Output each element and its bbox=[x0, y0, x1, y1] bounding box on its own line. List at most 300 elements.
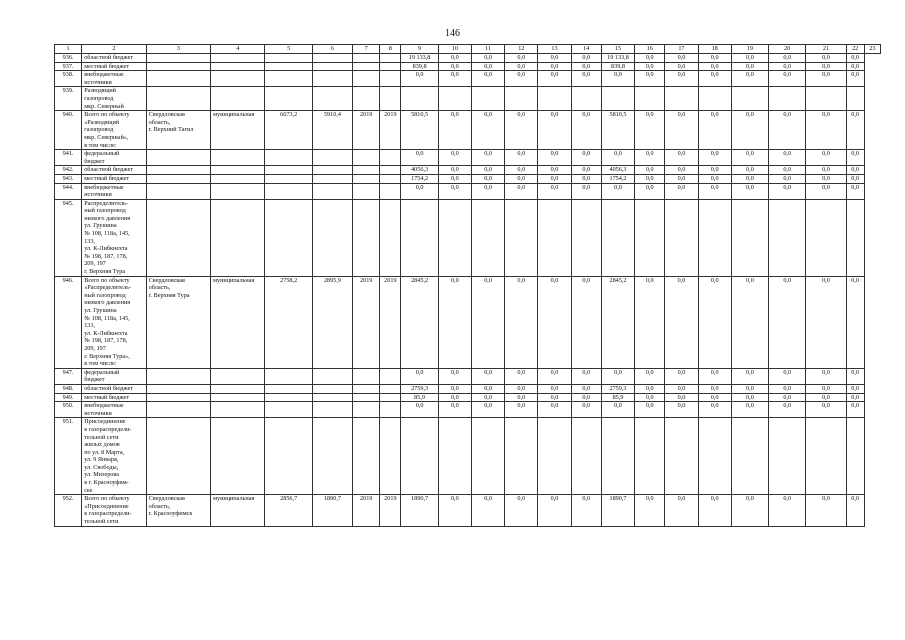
funding-value-cell: 0,0 bbox=[538, 183, 571, 199]
funding-value-cell: 85,9 bbox=[601, 393, 634, 402]
location-cell bbox=[146, 87, 210, 111]
funding-value-cell: 0,0 bbox=[806, 174, 846, 183]
funding-value-cell: 0,0 bbox=[635, 183, 665, 199]
table-row bbox=[55, 174, 881, 183]
funding-value-cell: 0,0 bbox=[505, 150, 538, 166]
funding-value-cell: 0,0 bbox=[665, 402, 698, 418]
funding-value-cell bbox=[571, 87, 601, 111]
estimated-cost-cell: 6673,2 bbox=[265, 111, 312, 150]
funding-value-cell: 0,0 bbox=[505, 111, 538, 150]
funding-value-cell: 0,0 bbox=[806, 384, 846, 393]
funding-value-cell: 0,0 bbox=[806, 150, 846, 166]
funding-value-cell: 0,0 bbox=[769, 384, 806, 393]
funding-value-cell: 0,0 bbox=[401, 183, 438, 199]
estimated-cost-cell bbox=[265, 166, 312, 175]
funding-value-cell: 0,0 bbox=[471, 62, 504, 71]
column-number-header: 20 bbox=[769, 45, 806, 54]
ownership-cell: муниципальная bbox=[211, 495, 265, 526]
funding-value-cell: 0,0 bbox=[471, 166, 504, 175]
funding-value-cell: 0,0 bbox=[438, 183, 471, 199]
funding-value-cell: 0,0 bbox=[438, 174, 471, 183]
funding-value-cell: 0,0 bbox=[769, 54, 806, 63]
start-year-cell bbox=[353, 402, 380, 418]
funding-value-cell bbox=[769, 87, 806, 111]
start-year-cell bbox=[353, 368, 380, 384]
funding-value-cell bbox=[731, 87, 768, 111]
funding-value-cell: 0,0 bbox=[571, 384, 601, 393]
capacity-cell bbox=[312, 87, 352, 111]
column-number-header: 19 bbox=[731, 45, 768, 54]
estimated-cost-cell bbox=[265, 71, 312, 87]
location-cell bbox=[146, 199, 210, 276]
table-row bbox=[55, 199, 881, 276]
funding-value-cell: 0,0 bbox=[538, 54, 571, 63]
funding-value-cell: 0,0 bbox=[505, 495, 538, 526]
capacity-cell bbox=[312, 150, 352, 166]
object-name-cell: местный бюджет bbox=[82, 393, 146, 402]
object-name-cell: федеральный бюджет bbox=[82, 368, 146, 384]
funding-value-cell bbox=[698, 418, 731, 495]
estimated-cost-cell bbox=[265, 368, 312, 384]
ownership-cell bbox=[211, 402, 265, 418]
column-number-header: 22 bbox=[846, 45, 864, 54]
funding-value-cell: 0,0 bbox=[505, 368, 538, 384]
funding-value-cell: 0,0 bbox=[806, 402, 846, 418]
funding-value-cell: 0,0 bbox=[438, 71, 471, 87]
end-year-cell bbox=[380, 393, 401, 402]
funding-value-cell: 0,0 bbox=[505, 402, 538, 418]
row-number-cell: 943. bbox=[55, 174, 82, 183]
funding-value-cell bbox=[571, 199, 601, 276]
funding-value-cell: 0,0 bbox=[401, 402, 438, 418]
funding-value-cell: 0,0 bbox=[471, 71, 504, 87]
capacity-cell bbox=[312, 384, 352, 393]
funding-value-cell: 0,0 bbox=[538, 71, 571, 87]
start-year-cell: 2019 bbox=[353, 111, 380, 150]
row-number-cell: 952. bbox=[55, 495, 82, 526]
table-row bbox=[55, 183, 881, 199]
funding-value-cell: 0,0 bbox=[846, 174, 864, 183]
funding-value-cell: 0,0 bbox=[731, 150, 768, 166]
funding-value-cell: 0,0 bbox=[698, 54, 731, 63]
estimated-cost-cell bbox=[265, 384, 312, 393]
table-row bbox=[55, 495, 881, 526]
column-number-header: 12 bbox=[505, 45, 538, 54]
ownership-cell bbox=[211, 199, 265, 276]
funding-value-cell: 0,0 bbox=[571, 276, 601, 368]
funding-value-cell: 839,8 bbox=[401, 62, 438, 71]
funding-value-cell: 5810,5 bbox=[601, 111, 634, 150]
funding-value-cell: 0,0 bbox=[769, 495, 806, 526]
funding-value-cell: 85,9 bbox=[401, 393, 438, 402]
funding-value-cell: 0,0 bbox=[438, 384, 471, 393]
funding-value-cell bbox=[698, 199, 731, 276]
funding-value-cell: 0,0 bbox=[846, 495, 864, 526]
funding-value-cell: 1754,2 bbox=[401, 174, 438, 183]
estimated-cost-cell bbox=[265, 393, 312, 402]
table-row bbox=[55, 71, 881, 87]
funding-value-cell: 0,0 bbox=[846, 62, 864, 71]
funding-value-cell: 0,0 bbox=[731, 183, 768, 199]
location-cell bbox=[146, 393, 210, 402]
funding-value-cell bbox=[471, 199, 504, 276]
row-number-cell: 942. bbox=[55, 166, 82, 175]
estimated-cost-cell bbox=[265, 402, 312, 418]
ownership-cell bbox=[211, 150, 265, 166]
funding-value-cell bbox=[538, 418, 571, 495]
start-year-cell bbox=[353, 174, 380, 183]
funding-value-cell: 0,0 bbox=[698, 384, 731, 393]
column-number-header: 5 bbox=[265, 45, 312, 54]
location-cell bbox=[146, 62, 210, 71]
end-year-cell bbox=[380, 384, 401, 393]
row-number-cell: 944. bbox=[55, 183, 82, 199]
funding-value-cell: 0,0 bbox=[538, 111, 571, 150]
funding-value-cell: 0,0 bbox=[769, 111, 806, 150]
funding-value-cell: 19 133,8 bbox=[401, 54, 438, 63]
funding-value-cell: 0,0 bbox=[635, 402, 665, 418]
funding-value-cell bbox=[401, 418, 438, 495]
funding-value-cell: 0,0 bbox=[635, 495, 665, 526]
funding-value-cell bbox=[806, 87, 846, 111]
row-number-cell: 936. bbox=[55, 54, 82, 63]
funding-value-cell bbox=[505, 418, 538, 495]
start-year-cell bbox=[353, 384, 380, 393]
funding-value-cell: 0,0 bbox=[731, 384, 768, 393]
funding-value-cell: 0,0 bbox=[769, 71, 806, 87]
ownership-cell bbox=[211, 418, 265, 495]
funding-value-cell: 0,0 bbox=[846, 150, 864, 166]
budget-table bbox=[54, 44, 881, 527]
funding-value-cell: 0,0 bbox=[538, 166, 571, 175]
ownership-cell bbox=[211, 87, 265, 111]
column-number-header: 1 bbox=[55, 45, 82, 54]
funding-value-cell bbox=[846, 418, 864, 495]
funding-value-cell: 0,0 bbox=[505, 384, 538, 393]
funding-value-cell: 0,0 bbox=[665, 174, 698, 183]
funding-value-cell bbox=[438, 199, 471, 276]
funding-value-cell: 0,0 bbox=[665, 495, 698, 526]
funding-value-cell: 0,0 bbox=[601, 71, 634, 87]
funding-value-cell: 0,0 bbox=[846, 384, 864, 393]
location-cell bbox=[146, 418, 210, 495]
funding-value-cell: 0,0 bbox=[806, 495, 846, 526]
column-number-header: 3 bbox=[146, 45, 210, 54]
funding-value-cell: 0,0 bbox=[505, 71, 538, 87]
funding-value-cell: 0,0 bbox=[571, 368, 601, 384]
funding-value-cell: 839,8 bbox=[601, 62, 634, 71]
funding-value-cell bbox=[538, 87, 571, 111]
funding-value-cell: 0,0 bbox=[731, 174, 768, 183]
funding-value-cell: 2845,2 bbox=[401, 276, 438, 368]
funding-value-cell: 0,0 bbox=[698, 183, 731, 199]
funding-value-cell: 0,0 bbox=[571, 111, 601, 150]
capacity-cell: 5910,4 bbox=[312, 111, 352, 150]
funding-value-cell: 2845,2 bbox=[601, 276, 634, 368]
start-year-cell: 2019 bbox=[353, 276, 380, 368]
funding-value-cell: 0,0 bbox=[665, 276, 698, 368]
estimated-cost-cell bbox=[265, 174, 312, 183]
funding-value-cell: 1754,2 bbox=[601, 174, 634, 183]
object-name-cell: Всего по объекту «Присоединение к газораспредели- тельной сети bbox=[82, 495, 146, 526]
funding-value-cell: 0,0 bbox=[769, 393, 806, 402]
funding-value-cell: 0,0 bbox=[505, 54, 538, 63]
funding-value-cell: 0,0 bbox=[538, 150, 571, 166]
start-year-cell bbox=[353, 71, 380, 87]
funding-value-cell: 1890,7 bbox=[601, 495, 634, 526]
funding-value-cell: 0,0 bbox=[505, 174, 538, 183]
row-number-cell: 945. bbox=[55, 199, 82, 276]
funding-value-cell: 0,0 bbox=[769, 62, 806, 71]
column-number-header: 14 bbox=[571, 45, 601, 54]
funding-value-cell: 0,0 bbox=[731, 71, 768, 87]
funding-value-cell: 0,0 bbox=[538, 393, 571, 402]
funding-value-cell: 19 133,8 bbox=[601, 54, 634, 63]
start-year-cell bbox=[353, 54, 380, 63]
funding-value-cell: 0,0 bbox=[806, 368, 846, 384]
funding-value-cell bbox=[438, 87, 471, 111]
funding-value-cell bbox=[601, 199, 634, 276]
funding-value-cell: 0,0 bbox=[601, 183, 634, 199]
end-year-cell: 2019 bbox=[380, 111, 401, 150]
row-number-cell: 951. bbox=[55, 418, 82, 495]
table-row bbox=[55, 418, 881, 495]
capacity-cell bbox=[312, 402, 352, 418]
funding-value-cell: 0,0 bbox=[471, 174, 504, 183]
funding-value-cell: 0,0 bbox=[769, 174, 806, 183]
funding-value-cell: 0,0 bbox=[698, 150, 731, 166]
funding-value-cell: 0,0 bbox=[846, 54, 864, 63]
funding-value-cell: 0,0 bbox=[538, 276, 571, 368]
funding-value-cell: 0,0 bbox=[731, 393, 768, 402]
funding-value-cell: 0,0 bbox=[769, 276, 806, 368]
table-row bbox=[55, 87, 881, 111]
funding-value-cell: 0,0 bbox=[571, 174, 601, 183]
funding-value-cell: 0,0 bbox=[401, 71, 438, 87]
funding-value-cell: 0,0 bbox=[438, 150, 471, 166]
funding-value-cell bbox=[665, 87, 698, 111]
funding-value-cell: 0,0 bbox=[731, 402, 768, 418]
funding-value-cell: 0,0 bbox=[635, 150, 665, 166]
funding-value-cell: 0,0 bbox=[571, 393, 601, 402]
start-year-cell bbox=[353, 87, 380, 111]
funding-value-cell: 0,0 bbox=[438, 276, 471, 368]
end-year-cell bbox=[380, 71, 401, 87]
end-year-cell bbox=[380, 54, 401, 63]
funding-value-cell: 0,0 bbox=[438, 402, 471, 418]
funding-value-cell: 0,0 bbox=[635, 384, 665, 393]
funding-value-cell: 0,0 bbox=[806, 276, 846, 368]
ownership-cell bbox=[211, 368, 265, 384]
end-year-cell bbox=[380, 402, 401, 418]
row-number-cell: 949. bbox=[55, 393, 82, 402]
funding-value-cell: 0,0 bbox=[438, 111, 471, 150]
funding-value-cell: 0,0 bbox=[665, 166, 698, 175]
funding-value-cell: 0,0 bbox=[538, 384, 571, 393]
funding-value-cell: 0,0 bbox=[505, 166, 538, 175]
location-cell bbox=[146, 71, 210, 87]
funding-value-cell: 0,0 bbox=[698, 393, 731, 402]
capacity-cell: 2895,9 bbox=[312, 276, 352, 368]
object-name-cell: внебюджетные источники bbox=[82, 183, 146, 199]
funding-value-cell: 0,0 bbox=[538, 174, 571, 183]
funding-value-cell: 0,0 bbox=[471, 384, 504, 393]
funding-value-cell: 0,0 bbox=[846, 276, 864, 368]
estimated-cost-cell bbox=[265, 418, 312, 495]
start-year-cell bbox=[353, 150, 380, 166]
object-name-cell: Всего по объекту «Разводящий газопровод мкр. Северный», в том числе: bbox=[82, 111, 146, 150]
end-year-cell bbox=[380, 150, 401, 166]
end-year-cell bbox=[380, 87, 401, 111]
estimated-cost-cell: 2758,2 bbox=[265, 276, 312, 368]
funding-value-cell bbox=[846, 199, 864, 276]
start-year-cell bbox=[353, 199, 380, 276]
capacity-cell bbox=[312, 174, 352, 183]
funding-value-cell: 0,0 bbox=[635, 54, 665, 63]
table-row bbox=[55, 111, 881, 150]
row-number-cell: 939. bbox=[55, 87, 82, 111]
capacity-cell bbox=[312, 71, 352, 87]
object-name-cell: федеральный бюджет bbox=[82, 150, 146, 166]
funding-value-cell: 0,0 bbox=[731, 62, 768, 71]
capacity-cell bbox=[312, 62, 352, 71]
funding-value-cell: 0,0 bbox=[806, 54, 846, 63]
funding-value-cell bbox=[635, 87, 665, 111]
end-year-cell bbox=[380, 166, 401, 175]
object-name-cell: областной бюджет bbox=[82, 384, 146, 393]
capacity-cell bbox=[312, 199, 352, 276]
location-cell bbox=[146, 54, 210, 63]
object-name-cell: областной бюджет bbox=[82, 54, 146, 63]
funding-value-cell bbox=[471, 87, 504, 111]
funding-value-cell: 0,0 bbox=[769, 183, 806, 199]
funding-value-cell: 2759,3 bbox=[401, 384, 438, 393]
funding-value-cell: 0,0 bbox=[635, 174, 665, 183]
funding-value-cell: 0,0 bbox=[769, 368, 806, 384]
object-name-cell: областной бюджет bbox=[82, 166, 146, 175]
funding-value-cell: 0,0 bbox=[769, 150, 806, 166]
end-year-cell: 2019 bbox=[380, 495, 401, 526]
column-number-header: 8 bbox=[380, 45, 401, 54]
funding-value-cell: 0,0 bbox=[698, 174, 731, 183]
funding-value-cell: 0,0 bbox=[806, 393, 846, 402]
location-cell: Свердловская область, г. Верхняя Тура bbox=[146, 276, 210, 368]
estimated-cost-cell bbox=[265, 183, 312, 199]
funding-value-cell: 0,0 bbox=[471, 495, 504, 526]
funding-value-cell: 0,0 bbox=[538, 402, 571, 418]
ownership-cell bbox=[211, 54, 265, 63]
row-number-cell: 937. bbox=[55, 62, 82, 71]
funding-value-cell: 0,0 bbox=[471, 183, 504, 199]
funding-value-cell bbox=[846, 87, 864, 111]
funding-value-cell: 0,0 bbox=[698, 111, 731, 150]
row-number-cell: 948. bbox=[55, 384, 82, 393]
funding-value-cell: 0,0 bbox=[806, 71, 846, 87]
funding-value-cell: 0,0 bbox=[846, 368, 864, 384]
funding-value-cell: 0,0 bbox=[731, 276, 768, 368]
funding-value-cell: 0,0 bbox=[471, 393, 504, 402]
object-name-cell: Присоединение к газораспредели- тельной сети жилых домов по ул. 8 Марта, ул. 9 Января, ул. Свободы, ул. Мизерова в г. Красноуфим- ске bbox=[82, 418, 146, 495]
funding-value-cell: 0,0 bbox=[538, 495, 571, 526]
funding-value-cell: 0,0 bbox=[731, 111, 768, 150]
row-number-cell: 947. bbox=[55, 368, 82, 384]
end-year-cell bbox=[380, 418, 401, 495]
funding-value-cell: 0,0 bbox=[698, 495, 731, 526]
column-number-header: 9 bbox=[401, 45, 438, 54]
location-cell bbox=[146, 402, 210, 418]
capacity-cell bbox=[312, 166, 352, 175]
capacity-cell bbox=[312, 368, 352, 384]
funding-value-cell bbox=[806, 199, 846, 276]
capacity-cell bbox=[312, 418, 352, 495]
column-number-header: 15 bbox=[601, 45, 634, 54]
funding-value-cell: 0,0 bbox=[665, 150, 698, 166]
table-row bbox=[55, 368, 881, 384]
ownership-cell: муниципальная bbox=[211, 111, 265, 150]
funding-value-cell bbox=[601, 418, 634, 495]
funding-value-cell: 0,0 bbox=[665, 62, 698, 71]
column-number-header: 4 bbox=[211, 45, 265, 54]
column-number-header: 17 bbox=[665, 45, 698, 54]
funding-value-cell: 0,0 bbox=[438, 166, 471, 175]
location-cell: Свердловская область, г. Верхний Тагил bbox=[146, 111, 210, 150]
funding-value-cell: 0,0 bbox=[601, 150, 634, 166]
page-number: 146 bbox=[445, 28, 460, 39]
funding-value-cell: 0,0 bbox=[698, 71, 731, 87]
funding-value-cell: 0,0 bbox=[635, 276, 665, 368]
row-number-cell: 941. bbox=[55, 150, 82, 166]
funding-value-cell bbox=[731, 199, 768, 276]
capacity-cell: 1890,7 bbox=[312, 495, 352, 526]
funding-value-cell: 0,0 bbox=[698, 368, 731, 384]
object-name-cell: внебюджетные источники bbox=[82, 402, 146, 418]
funding-value-cell: 0,0 bbox=[571, 183, 601, 199]
object-name-cell: местный бюджет bbox=[82, 62, 146, 71]
estimated-cost-cell bbox=[265, 199, 312, 276]
estimated-cost-cell bbox=[265, 150, 312, 166]
funding-value-cell: 0,0 bbox=[538, 62, 571, 71]
funding-value-cell: 0,0 bbox=[698, 62, 731, 71]
capacity-cell bbox=[312, 54, 352, 63]
funding-value-cell: 0,0 bbox=[635, 111, 665, 150]
funding-value-cell: 0,0 bbox=[635, 166, 665, 175]
funding-value-cell: 2759,3 bbox=[601, 384, 634, 393]
ownership-cell bbox=[211, 393, 265, 402]
table-row bbox=[55, 384, 881, 393]
funding-value-cell bbox=[505, 87, 538, 111]
funding-value-cell: 1890,7 bbox=[401, 495, 438, 526]
object-name-cell: Распределитель- ный газопровод низкого давления ул. Грушина № 108, 118а, 145, 133, ул. К-Либкнехта № 198, 187, 178, 209, 197 г. Верхняя Тура bbox=[82, 199, 146, 276]
funding-value-cell: 0,0 bbox=[438, 368, 471, 384]
funding-value-cell: 0,0 bbox=[698, 166, 731, 175]
funding-value-cell: 0,0 bbox=[635, 393, 665, 402]
estimated-cost-cell bbox=[265, 62, 312, 71]
column-number-header: 23 bbox=[864, 45, 880, 54]
ownership-cell bbox=[211, 62, 265, 71]
funding-value-cell bbox=[665, 418, 698, 495]
funding-value-cell bbox=[769, 418, 806, 495]
funding-value-cell bbox=[769, 199, 806, 276]
funding-value-cell: 0,0 bbox=[571, 166, 601, 175]
funding-value-cell: 0,0 bbox=[438, 62, 471, 71]
object-name-cell: местный бюджет bbox=[82, 174, 146, 183]
funding-value-cell: 0,0 bbox=[505, 183, 538, 199]
column-number-header: 16 bbox=[635, 45, 665, 54]
ownership-cell bbox=[211, 166, 265, 175]
funding-value-cell: 0,0 bbox=[731, 368, 768, 384]
funding-value-cell: 0,0 bbox=[505, 393, 538, 402]
funding-value-cell: 0,0 bbox=[806, 62, 846, 71]
